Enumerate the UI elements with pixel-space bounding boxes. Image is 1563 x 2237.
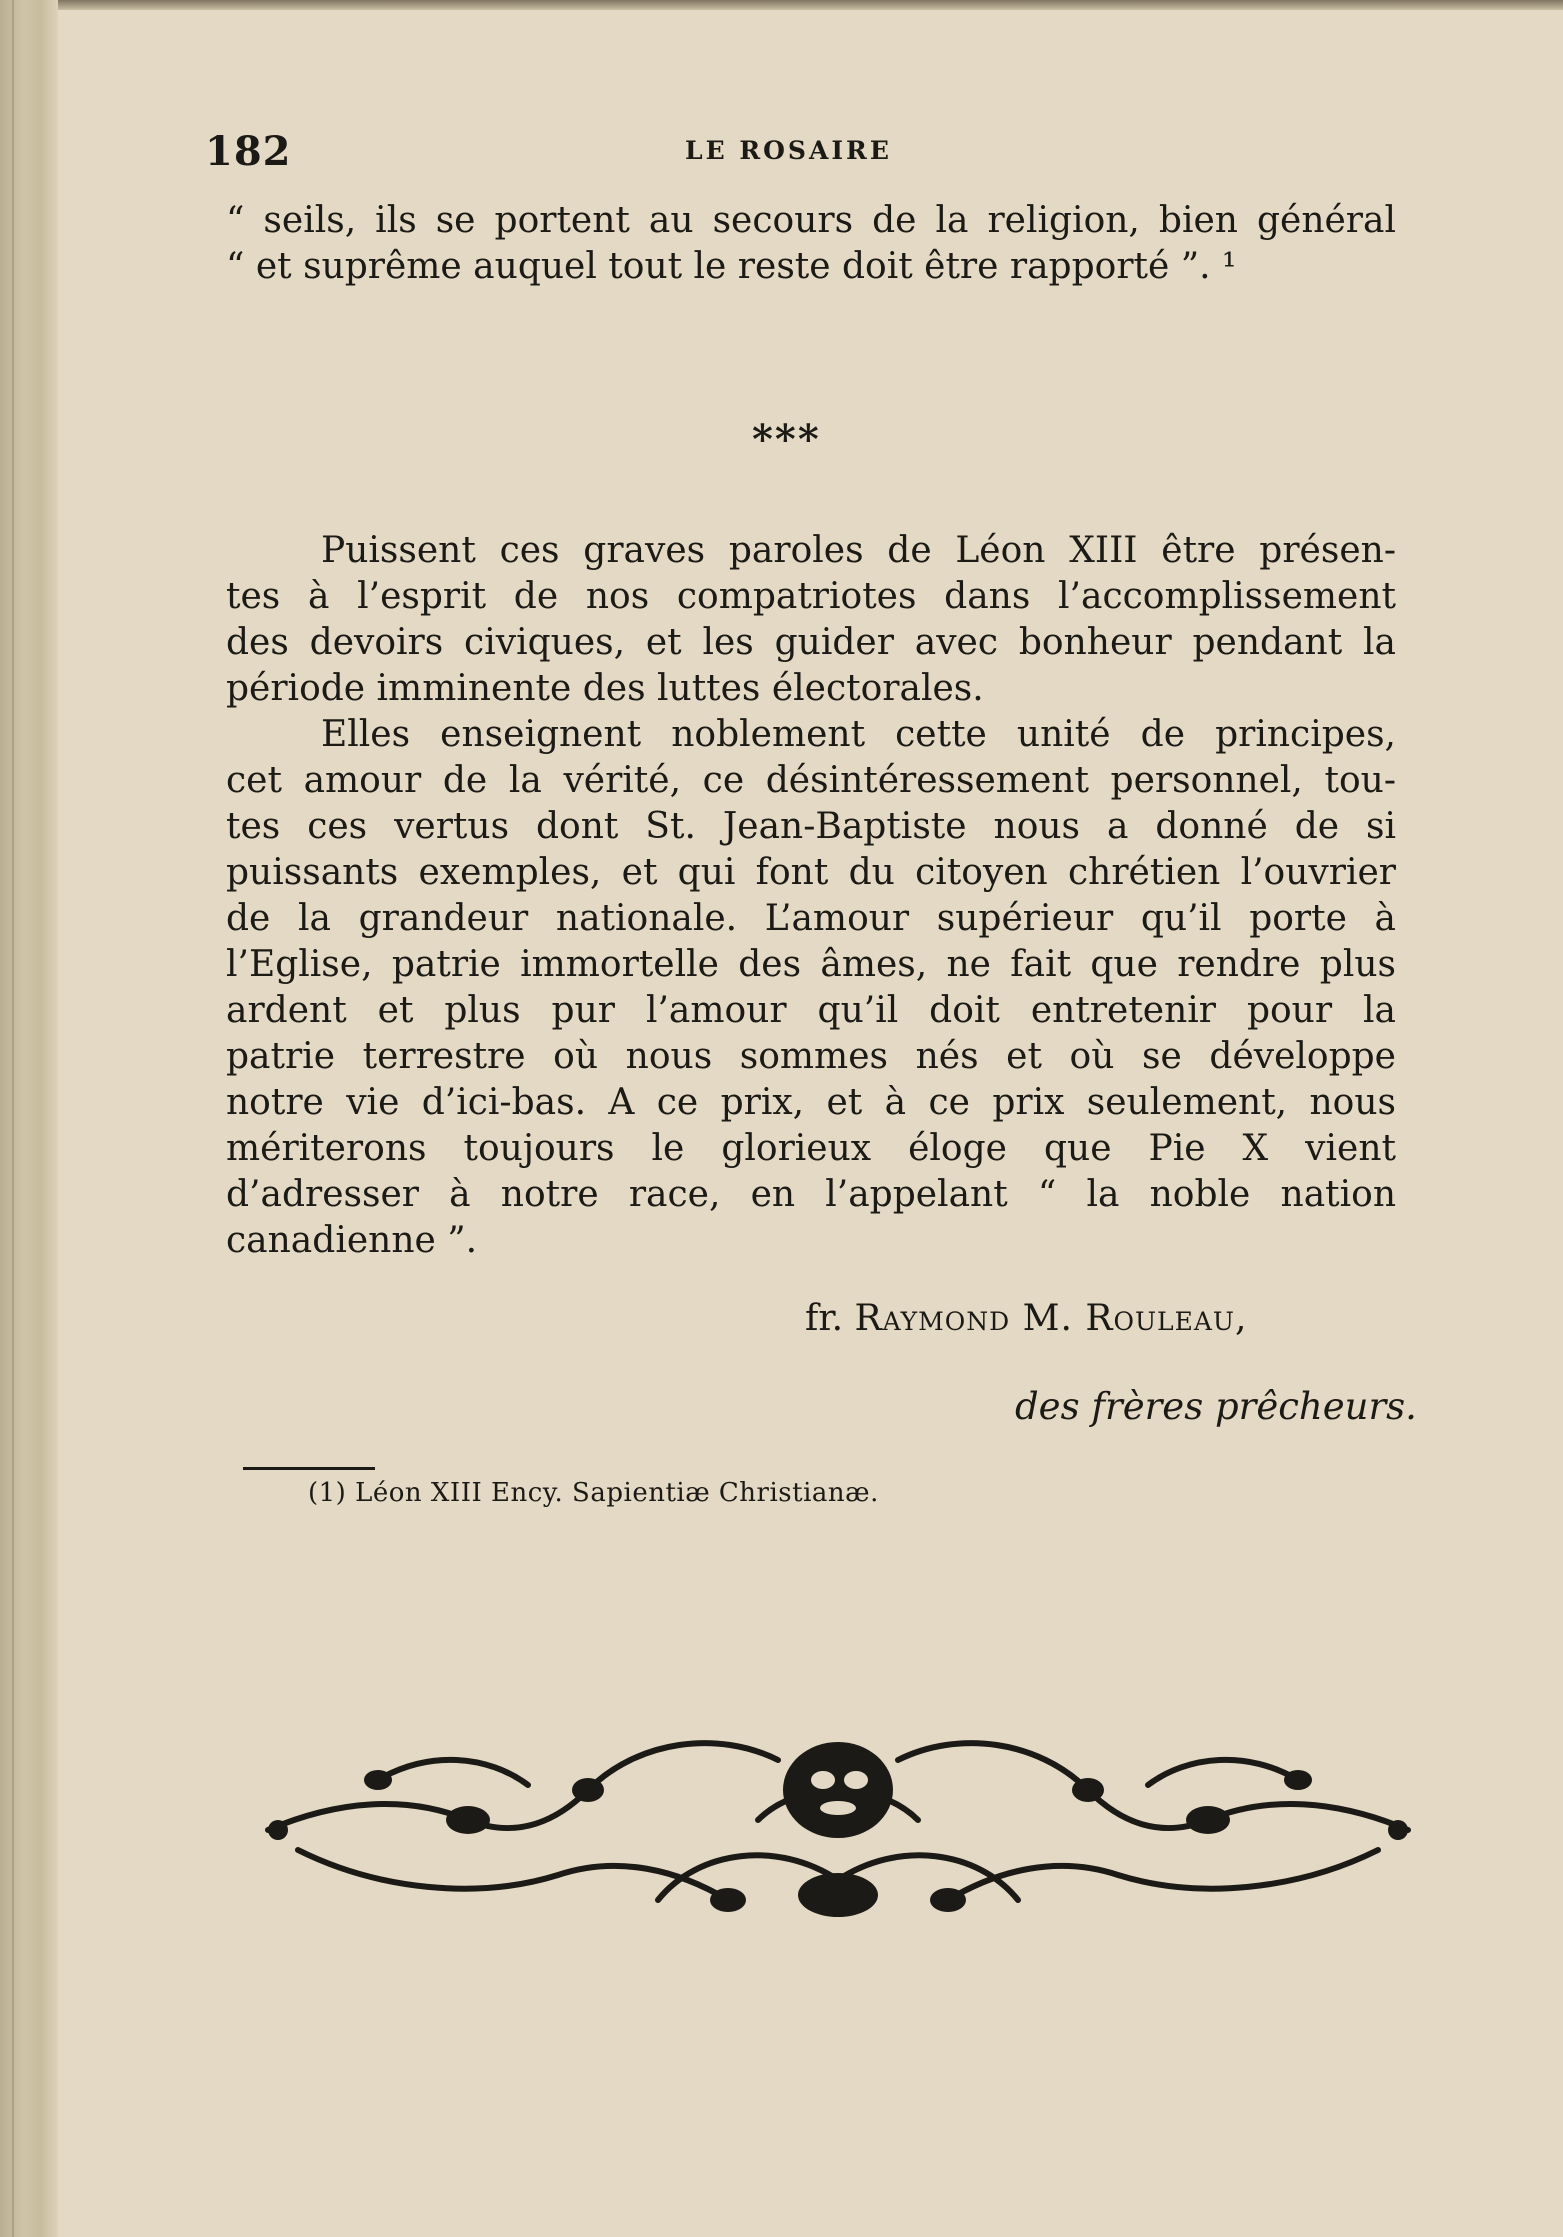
page-header (205, 128, 1405, 188)
paragraph-line: de la grandeur nationale. L’amour supérieur qu’il porte à (226, 898, 1396, 939)
paragraph-line: Puissent ces graves paroles de Léon XIII être présen- (321, 530, 1396, 571)
book-binding-gutter (0, 0, 59, 2237)
paragraph-line: cet amour de la vérité, ce désintéressement personnel, tou- (226, 760, 1396, 801)
paragraph-line: période imminente des luttes électorales. (226, 668, 984, 709)
page-number: 182 (205, 128, 292, 175)
paragraph-line: tes ces vertus dont St. Jean-Baptiste nous a donné de si (226, 806, 1396, 847)
footnote-rule (243, 1467, 375, 1470)
paragraph-1 (226, 528, 1396, 712)
paragraph-line: notre vie d’ici-bas. A ce prix, et à ce prix seulement, nous (226, 1082, 1396, 1123)
paragraph-line: des devoirs civiques, et les guider avec bonheur pendant la (226, 622, 1396, 663)
quote-line: “ seils, ils se portent au secours de la religion, bien général (226, 200, 1396, 241)
paragraph-line: tes à l’esprit de nos compatriotes dans l’accomplissement (226, 576, 1396, 617)
running-head: LE ROSAIRE (685, 136, 892, 165)
paragraph-line: canadienne ”. (226, 1220, 478, 1261)
author-order: des frères prêcheurs. (1015, 1385, 1417, 1428)
page-top-edge (58, 0, 1563, 10)
paragraph-line: Elles enseignent noblement cette unité de principes, (321, 714, 1396, 755)
paragraph-line: l’Eglise, patrie immortelle des âmes, ne fait que rendre plus (226, 944, 1396, 985)
author-signature (805, 1298, 1247, 1339)
floral-scroll-ornament-icon (258, 1700, 1418, 1930)
quote-line: “ et suprême auquel tout le reste doit être rapporté ”. ¹ (226, 246, 1237, 287)
footnote: (1) Léon XIII Ency. Sapientiæ Christianæ. (308, 1478, 879, 1508)
quote-block (226, 198, 1396, 290)
paragraph-2 (226, 712, 1396, 1264)
paragraph-line: puissants exemples, et qui font du citoyen chrétien l’ouvrier (226, 852, 1396, 893)
paragraph-line: mériterons toujours le glorieux éloge que Pie X vient (226, 1128, 1396, 1169)
paragraph-line: ardent et plus pur l’amour qu’il doit entretenir pour la (226, 990, 1396, 1031)
signature-name: Raymond M. Rouleau, (854, 1298, 1248, 1339)
asterism-separator: ⁎⁎⁎ (752, 405, 821, 452)
paragraph-line: d’adresser à notre race, en l’appelant “ la noble nation (226, 1174, 1396, 1215)
signature-prefix: fr. (805, 1298, 844, 1339)
paragraph-line: patrie terrestre où nous sommes nés et où se développe (226, 1036, 1396, 1077)
